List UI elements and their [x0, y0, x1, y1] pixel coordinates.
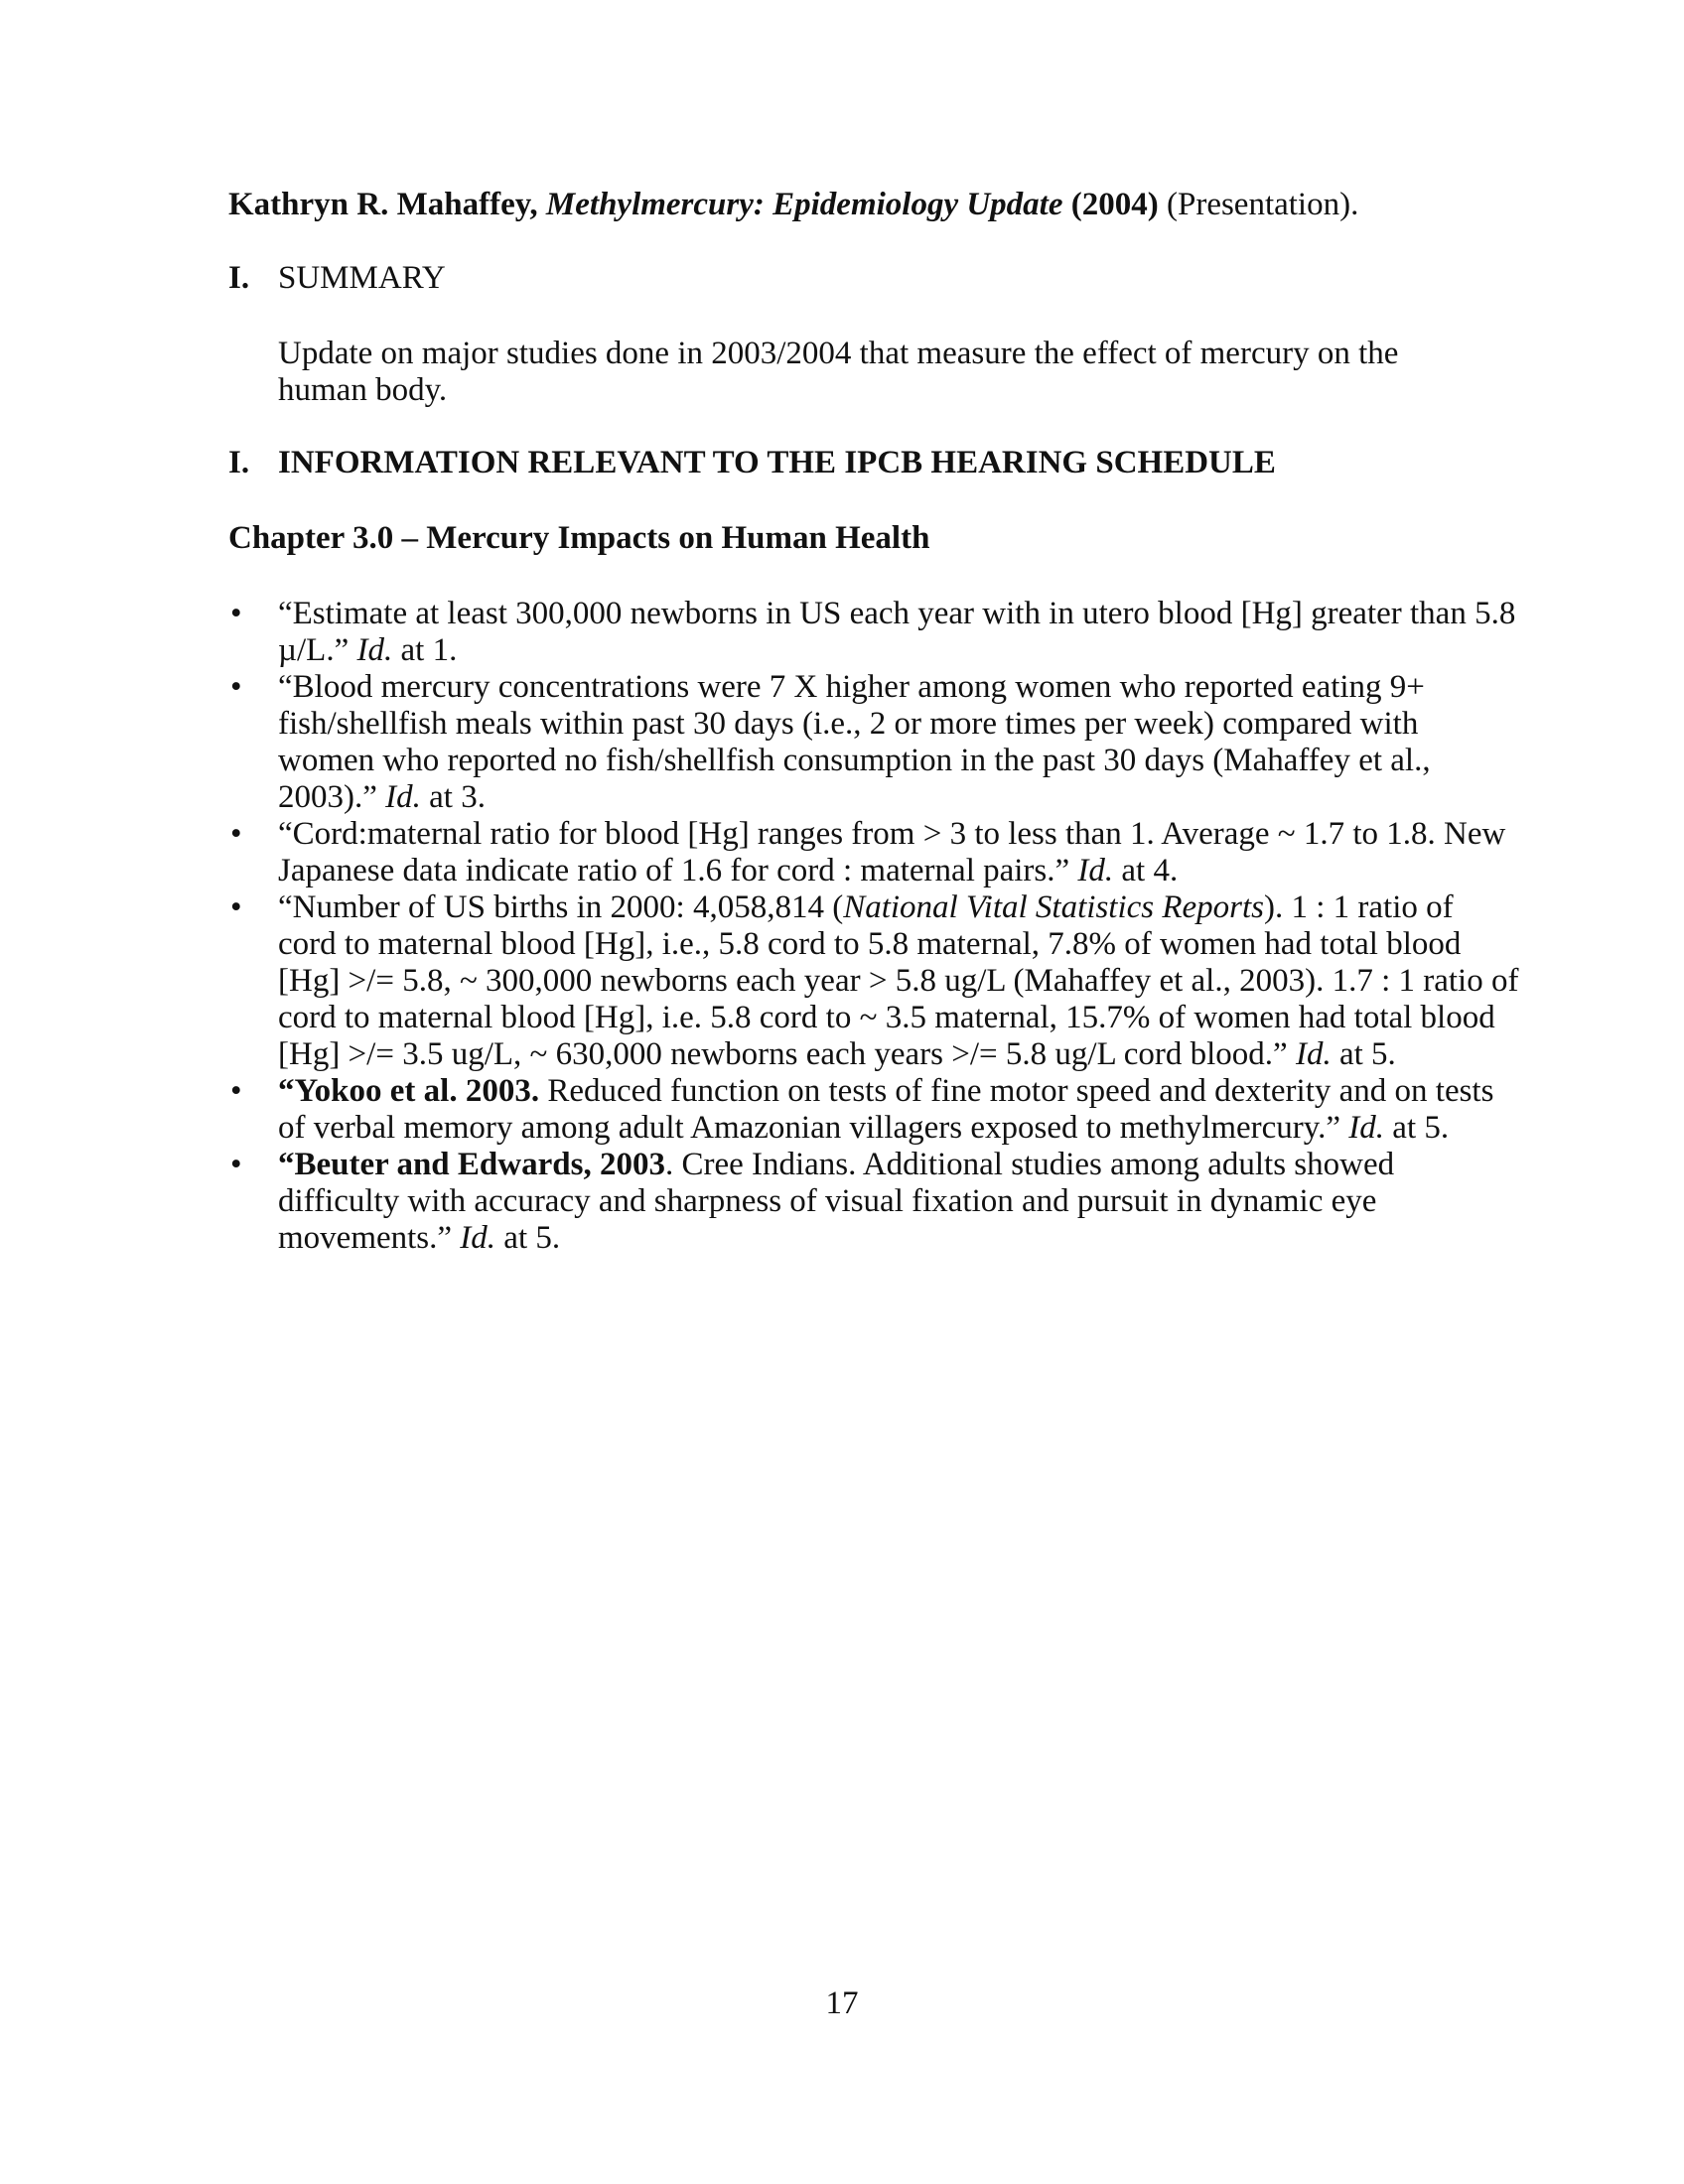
bullet-text: Reduced function on tests of fine motor speed and dexterity and on tests of verbal memory among adult Amazonian villagers exposed to methylmercury.” [278, 1073, 1494, 1146]
bullet-icon: • [230, 1147, 242, 1182]
bullet-cite-at: at 5. [1392, 1110, 1450, 1146]
bullet-icon: • [230, 669, 242, 705]
summary-body: Update on major studies done in 2003/2004 that measure the effect of mercury on the human body. [278, 336, 1399, 408]
list-item [228, 1147, 1519, 1257]
page-number: 17 [825, 1985, 859, 2021]
citation-year: (2004) [1070, 187, 1159, 222]
bullet-cite: Id. [1077, 853, 1114, 888]
info-heading-label: INFORMATION RELEVANT TO THE IPCB HEARING SCHEDULE [278, 445, 1276, 480]
bullet-cite-at: at 5. [1338, 1036, 1396, 1072]
bullet-icon: • [230, 889, 242, 925]
citation-line [228, 187, 1519, 223]
summary-heading [228, 260, 446, 297]
bullet-cite: Id. [356, 632, 393, 668]
list-item [228, 669, 1519, 816]
chapter-heading: Chapter 3.0 – Mercury Impacts on Human Health [228, 520, 930, 556]
bullet-cite-at: at 1. [400, 632, 458, 668]
citation-title: Methylmercury: Epidemiology Update [545, 187, 1063, 222]
bullet-text: “Blood mercury concentrations were 7 X higher among women who reported eating 9+ fish/shellfish meals within past 30 days (i.e., 2 or more times per week) compared with women who reported no fish/shellfish consumption in the past 30 days (Mahaffey et al., 2003).” [278, 669, 1431, 815]
bullet-icon: • [230, 816, 242, 852]
list-item [228, 596, 1519, 669]
bullet-lead: “Beuter and Edwards, 2003 [278, 1147, 665, 1182]
summary-heading-label: SUMMARY [278, 260, 446, 296]
bullet-text: “Cord:maternal ratio for blood [Hg] ranges from > 3 to less than 1. Average ~ 1.7 to 1.8. New Japanese data indicate ratio of 1.6 for cord : maternal pairs.” [278, 816, 1506, 888]
citation-author: Kathryn R. Mahaffey, [228, 187, 538, 222]
bullet-list [228, 596, 1519, 1257]
info-heading [228, 445, 1276, 481]
citation-type: (Presentation). [1166, 187, 1359, 222]
bullet-text-continued: ). 1 : 1 ratio of cord to maternal blood [Hg], i.e., 5.8 cord to 5.8 maternal, 7.8% of women had total blood [Hg] >/= 5.8, ~ 300,000 newborns each year > 5.8 ug/L (Mahaffey et al., 2003). 1.7 : 1 ratio of cord to maternal blood [Hg], i.e. 5.8 cord to ~ 3.5 maternal, 15.7% of women had total blood [Hg] >/= 3.5 ug/L, ~ 630,000 newborns each years >/= 5.8 ug/L cord blood.” [278, 889, 1519, 1072]
bullet-report-title: National Vital Statistics Reports [843, 889, 1265, 925]
bullet-cite: Id. [1348, 1110, 1385, 1146]
bullet-icon: • [230, 1073, 242, 1109]
bullet-cite: Id. [385, 779, 421, 815]
summary-numeral: I. [228, 260, 250, 296]
bullet-cite: Id. [460, 1220, 496, 1256]
list-item [228, 816, 1519, 889]
list-item [228, 1073, 1519, 1147]
bullet-text: “Estimate at least 300,000 newborns in US each year with in utero blood [Hg] greater than 5.8 µ/L.” [278, 596, 1516, 668]
bullet-text: . Cree Indians. Additional studies among adults showed difficulty with accuracy and sharpness of visual fixation and pursuit in dynamic eye movements.” [278, 1147, 1395, 1256]
bullet-cite-at: at 3. [429, 779, 486, 815]
bullet-cite-at: at 5. [503, 1220, 561, 1256]
bullet-icon: • [230, 596, 242, 631]
bullet-lead: “Yokoo et al. 2003. [278, 1073, 540, 1109]
info-numeral: I. [228, 445, 250, 480]
bullet-cite-at: at 4. [1121, 853, 1179, 888]
bullet-text: “Number of US births in 2000: 4,058,814 ( [278, 889, 844, 925]
bullet-cite: Id. [1295, 1036, 1332, 1072]
list-item [228, 889, 1519, 1073]
